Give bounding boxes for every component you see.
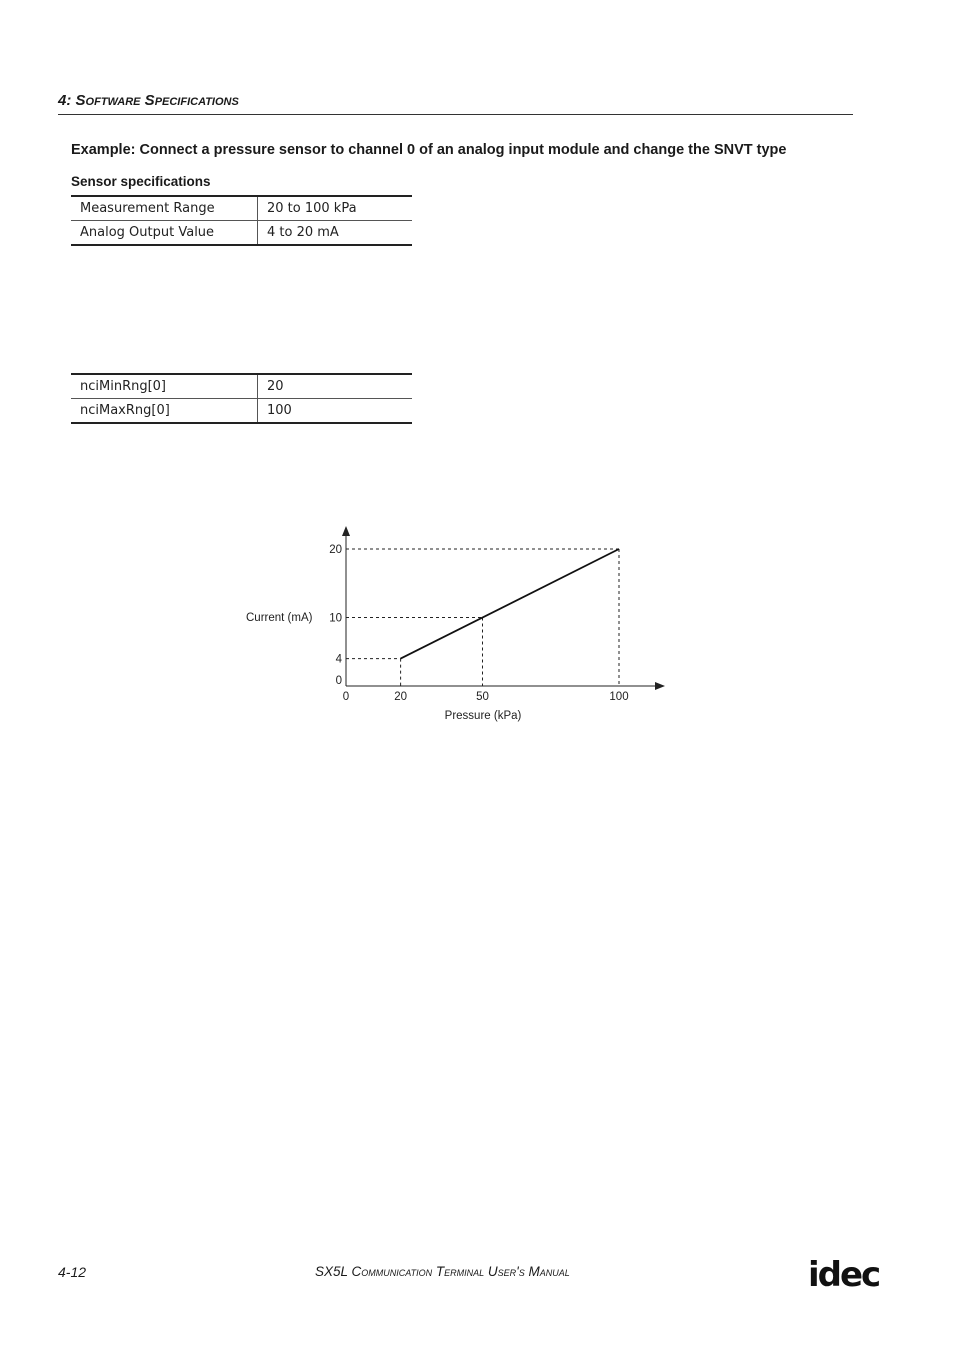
- table-cell-value: 20: [258, 374, 413, 399]
- x-tick-label: 0: [342, 691, 350, 703]
- section-number: 4:: [58, 92, 72, 109]
- table-row: [71, 399, 412, 424]
- table-row: [71, 221, 412, 246]
- table-cell-value: 100: [258, 399, 413, 424]
- sensor-spec-table: [71, 195, 412, 246]
- x-tick-label: 20: [394, 691, 407, 703]
- x-tick-label: 50: [476, 691, 489, 703]
- sensor-table-caption: Sensor specifications: [71, 174, 211, 189]
- table-row: [71, 196, 412, 221]
- table-row: [71, 374, 412, 399]
- table-cell-name: Measurement Range: [71, 196, 258, 221]
- y-tick-label: 10: [329, 612, 342, 625]
- x-tick-label: 100: [609, 691, 629, 703]
- section-header: [58, 92, 853, 115]
- y-tick-label: 0: [335, 675, 342, 687]
- section-title: Software Specifications: [75, 92, 239, 109]
- y-tick-label: 20: [329, 544, 342, 556]
- pressure-current-chart: [230, 515, 680, 730]
- y-tick-label: 4: [335, 653, 342, 666]
- table-cell-name: nciMinRng[0]: [71, 374, 258, 399]
- table-cell-value: 20 to 100 kPa: [258, 196, 413, 221]
- idec-logo: idec: [808, 1255, 880, 1295]
- range-setting-table: [71, 373, 412, 424]
- series-line: [401, 549, 619, 659]
- page-number: 4-12: [58, 1264, 87, 1280]
- manual-title: SX5L Communication Terminal User's Manual: [315, 1264, 570, 1279]
- table-cell-name: nciMaxRng[0]: [71, 399, 258, 424]
- x-axis-label: Pressure (kPa): [444, 710, 522, 722]
- table-cell-name: Analog Output Value: [71, 221, 258, 246]
- y-axis-label: Current (mA): [246, 612, 313, 624]
- table-cell-value: 4 to 20 mA: [258, 221, 413, 246]
- example-heading: Example: Connect a pressure sensor to channel 0 of an analog input module and change the SNVT type: [71, 142, 787, 158]
